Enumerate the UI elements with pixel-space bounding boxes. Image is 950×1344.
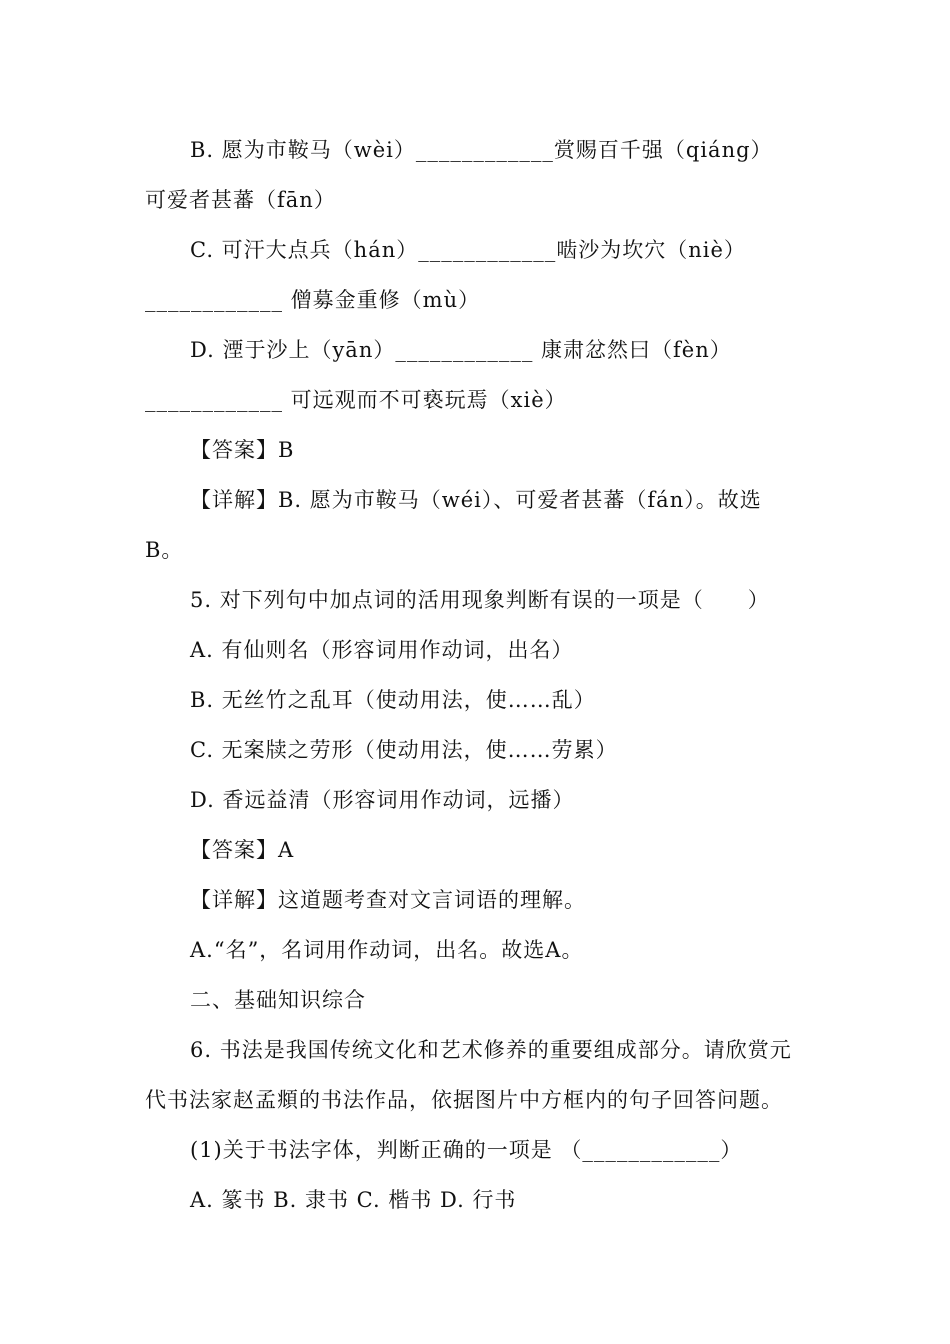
answer-4: 【答案】B [190, 438, 295, 462]
question-6-line-2: 代书法家赵孟頫的书法作品，依据图片中方框内的句子回答问题。 [145, 1088, 783, 1112]
explanation-5-line-1: 【详解】这道题考查对文言词语的理解。 [190, 888, 586, 912]
option-c-line-2: ____________ 僧募金重修（mù） [145, 288, 481, 312]
explanation-4-line-2: B。 [145, 538, 184, 562]
option-d-line-1: D. 湮于沙上（yān）____________ 康肃忿然曰（fèn） [190, 338, 732, 362]
q5-option-d: D. 香远益清（形容词用作动词，远播） [190, 788, 575, 812]
question-5: 5. 对下列句中加点词的活用现象判断有误的一项是（ ） [190, 588, 770, 612]
explanation-5-line-2: A.“名”，名词用作动词，出名。故选A。 [190, 938, 584, 962]
option-d-line-2: ____________ 可远观而不可亵玩焉（xiè） [145, 388, 567, 412]
question-6-sub-1-options: A. 篆书 B. 隶书 C. 楷书 D. 行书 [190, 1188, 517, 1212]
q5-option-a: A. 有仙则名（形容词用作动词，出名） [190, 638, 574, 662]
option-b-line-1: B. 愿为市鞍马（wèi）____________赏赐百千强（qiáng） [190, 138, 773, 162]
section-heading: 二、基础知识综合 [190, 988, 366, 1012]
q5-option-c: C. 无案牍之劳形（使动用法，使……劳累） [190, 738, 618, 762]
option-b-line-2: 可爱者甚蕃（fān） [145, 188, 336, 212]
answer-5: 【答案】A [190, 838, 295, 862]
option-c-line-1: C. 可汗大点兵（hán）____________啮沙为坎穴（niè） [190, 238, 746, 262]
question-6-sub-1: (1)关于书法字体，判断正确的一项是 （____________） [190, 1138, 743, 1162]
question-6-line-1: 6. 书法是我国传统文化和艺术修养的重要组成部分。请欣赏元 [190, 1038, 792, 1062]
q5-option-b: B. 无丝竹之乱耳（使动用法，使……乱） [190, 688, 596, 712]
explanation-4-line-1: 【详解】B. 愿为市鞍马（wéi）、可爱者甚蕃（fán）。故选 [190, 488, 762, 512]
